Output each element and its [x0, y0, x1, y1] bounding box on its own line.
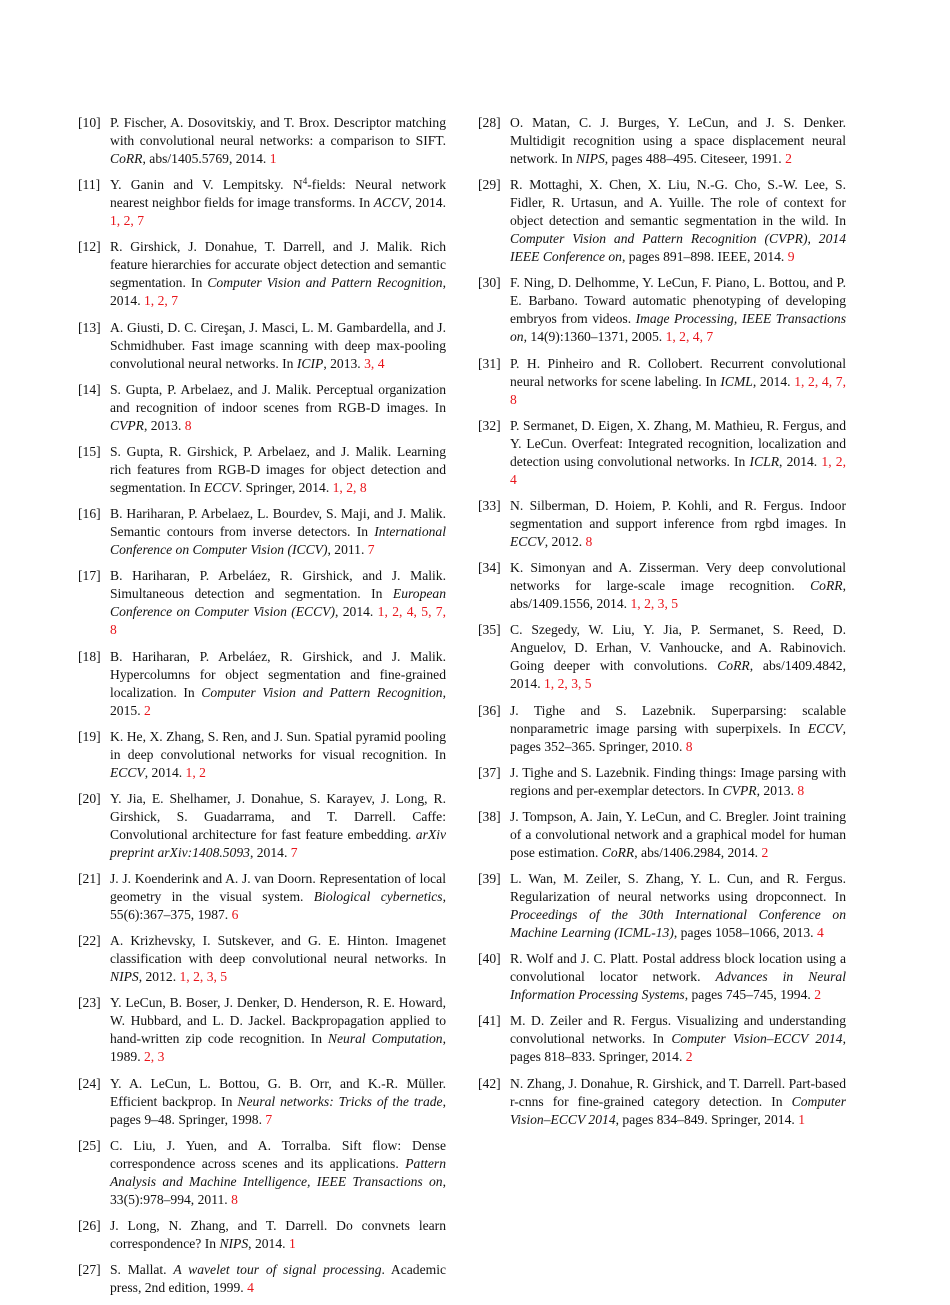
- back-reference-links[interactable]: 1, 2, 4, 7, 8: [510, 373, 846, 407]
- reference-entry: [78, 648, 446, 720]
- reference-entry: [78, 114, 446, 168]
- reference-text: N. Silberman, D. Hoiem, P. Kohli, and R. Fergus. Indoor segmentation and support inference from rgbd images. In ECCV, 2012.: [510, 497, 846, 549]
- reference-text: R. Wolf and J. C. Platt. Postal address block location using a convolutional locator network. Advances in Neural Information Processing Systems, pages 745–745, 1994.: [510, 951, 847, 1003]
- reference-entry: [478, 808, 846, 862]
- reference-text: S. Mallat. A wavelet tour of signal processing. Academic press, 2nd edition, 1999.: [110, 1262, 447, 1296]
- back-reference-links[interactable]: 1: [269, 151, 277, 166]
- reference-entry: [78, 870, 446, 924]
- reference-number: [20]: [78, 790, 101, 806]
- reference-text: A. Giusti, D. C. Cireşan, J. Masci, L. M. Gambardella, and J. Schmidhuber. Fast image scanning with deep max-pooling convolutional neural networks. In ICIP, 2013.: [110, 319, 446, 371]
- reference-text: L. Wan, M. Zeiler, S. Zhang, Y. L. Cun, and R. Fergus. Regularization of neural networks using dropconnect. In Proceedings of the 30th International Conference on Machine Learning (ICML-13), pages 1058–1066, 2013.: [510, 871, 846, 941]
- reference-number: [27]: [78, 1262, 101, 1278]
- reference-number: [26]: [78, 1218, 101, 1233]
- reference-number: [38]: [478, 808, 501, 824]
- back-reference-links[interactable]: 1, 2, 3, 5: [544, 676, 592, 692]
- reference-number: [34]: [478, 560, 501, 576]
- reference-entry: [478, 176, 846, 266]
- reference-entry: [78, 728, 446, 782]
- reference-text: J. Long, N. Zhang, and T. Darrell. Do convnets learn correspondence? In NIPS, 2014.: [110, 1218, 446, 1251]
- reference-number: [22]: [78, 933, 101, 949]
- reference-entry: [478, 417, 846, 489]
- back-reference-links[interactable]: 1, 2, 3, 5: [179, 969, 228, 985]
- reference-entry: [478, 559, 846, 613]
- reference-number: [35]: [478, 622, 501, 638]
- reference-number: [19]: [78, 728, 101, 744]
- back-reference-links[interactable]: 8: [797, 782, 805, 798]
- back-reference-links[interactable]: 2: [761, 844, 769, 860]
- references-left-column: [78, 114, 446, 1305]
- back-reference-links[interactable]: 2: [144, 702, 151, 718]
- reference-number: [23]: [78, 995, 101, 1011]
- reference-text: P. H. Pinheiro and R. Collobert. Recurrent convolutional neural networks for scene labeling. In ICML, 2014.: [510, 355, 846, 389]
- reference-number: [14]: [78, 381, 101, 397]
- reference-entry: [78, 1217, 446, 1253]
- reference-number: [10]: [78, 115, 101, 130]
- back-reference-links[interactable]: 7: [265, 1111, 273, 1127]
- back-reference-links[interactable]: 2, 3: [144, 1049, 165, 1065]
- reference-text: M. D. Zeiler and R. Fergus. Visualizing and understanding convolutional networks. In Computer Vision–ECCV 2014, pages 818–833. Springer, 2014.: [510, 1013, 846, 1065]
- reference-entry: [78, 1137, 446, 1209]
- reference-text: C. Liu, J. Yuen, and A. Torralba. Sift flow: Dense correspondence across scenes and its applications. Pattern Analysis and Machine Intelligence, IEEE Transactions on, 33(5):978–994, 2011.: [110, 1137, 446, 1207]
- reference-entry: [478, 950, 846, 1004]
- back-reference-links[interactable]: 3, 4: [364, 355, 385, 371]
- reference-number: [37]: [478, 764, 501, 780]
- reference-entry: [478, 870, 846, 942]
- reference-text: K. He, X. Zhang, S. Ren, and J. Sun. Spatial pyramid pooling in deep convolutional networks for visual recognition. In ECCV, 2014.: [110, 728, 446, 780]
- references-right-column: [478, 114, 846, 1137]
- reference-entry: [78, 1261, 446, 1297]
- reference-number: [42]: [478, 1075, 501, 1091]
- reference-text: J. J. Koenderink and A. J. van Doorn. Representation of local geometry in the visual system. Biological cybernetics, 55(6):367–375, 1987.: [110, 871, 447, 923]
- reference-text: C. Szegedy, W. Liu, Y. Jia, P. Sermanet, S. Reed, D. Anguelov, D. Erhan, V. Vanhoucke, and A. Rabinovich. Going deeper with convolutions. CoRR, abs/1409.4842, 2014.: [510, 622, 846, 692]
- reference-text: Y. Jia, E. Shelhamer, J. Donahue, S. Karayev, J. Long, R. Girshick, S. Guadarrama, and T. Darrell. Caffe: Convolutional architecture for fast feature embedding. arXiv preprint arXiv:1408.5093, 2014.: [110, 790, 446, 860]
- reference-text: B. Hariharan, P. Arbeláez, R. Girshick, and J. Malik. Hypercolumns for object segmentation and fine-grained localization. In Computer Vision and Pattern Recognition, 2015.: [110, 648, 446, 718]
- reference-text: Y. A. LeCun, L. Bottou, G. B. Orr, and K.-R. Müller. Efficient backprop. In Neural networks: Tricks of the trade, pages 9–48. Springer, 1998.: [110, 1075, 446, 1127]
- reference-text: J. Tompson, A. Jain, Y. LeCun, and C. Bregler. Joint training of a convolutional network and a graphical model for human pose estimation. CoRR, abs/1406.2984, 2014.: [510, 808, 846, 860]
- reference-entry: [78, 238, 446, 310]
- reference-entry: [78, 381, 446, 435]
- back-reference-links[interactable]: 2: [785, 151, 792, 166]
- back-reference-links[interactable]: 8: [585, 533, 593, 549]
- reference-number: [11]: [78, 177, 101, 193]
- reference-number: [12]: [78, 239, 101, 255]
- back-reference-links[interactable]: 1, 2, 4, 5, 7, 8: [110, 604, 446, 638]
- back-reference-links[interactable]: 2: [685, 1049, 693, 1065]
- reference-number: [40]: [478, 951, 501, 967]
- reference-entry: [78, 319, 446, 373]
- reference-entry: [78, 505, 446, 559]
- reference-number: [33]: [478, 497, 501, 513]
- back-reference-links[interactable]: 9: [787, 249, 795, 265]
- reference-entry: [478, 355, 846, 409]
- reference-number: [28]: [478, 115, 501, 130]
- reference-number: [18]: [78, 648, 101, 664]
- reference-entry: [78, 443, 446, 497]
- reference-number: [30]: [478, 275, 501, 291]
- back-reference-links[interactable]: 1, 2, 3, 5: [630, 596, 679, 612]
- reference-number: [32]: [478, 417, 501, 433]
- reference-number: [13]: [78, 319, 101, 335]
- reference-entry: [78, 567, 446, 639]
- back-reference-links[interactable]: 1: [798, 1111, 806, 1127]
- reference-text: Y. LeCun, B. Boser, J. Denker, D. Henderson, R. E. Howard, W. Hubbard, and L. D. Jackel. Backpropagation applied to hand-written zip code recognition. In Neural Computation, 1989.: [110, 995, 446, 1065]
- back-reference-links[interactable]: 8: [685, 738, 693, 754]
- reference-text: A. Krizhevsky, I. Sutskever, and G. E. Hinton. Imagenet classification with deep convolutional neural networks. In NIPS, 2012.: [110, 933, 446, 985]
- reference-entry: [478, 1012, 846, 1066]
- reference-entry: [478, 497, 846, 551]
- reference-entry: [478, 114, 846, 168]
- reference-entry: [78, 1075, 446, 1129]
- reference-number: [39]: [478, 871, 501, 887]
- reference-number: [25]: [78, 1137, 101, 1153]
- reference-text: R. Mottaghi, X. Chen, X. Liu, N.-G. Cho, S.-W. Lee, S. Fidler, R. Urtasun, and A. Yuille. The role of context for object detection and semantic segmentation in the wild. In Computer Vision and Pattern Recognition (CVPR), 2014 IEEE Conference on, pages 891–898. IEEE, 2014.: [510, 177, 846, 265]
- reference-text: F. Ning, D. Delhomme, Y. LeCun, F. Piano, L. Bottou, and P. E. Barbano. Toward automatic phenotyping of developing embryos from videos. Image Processing, IEEE Transactions on, 14(9):1360–1371, 2005.: [510, 275, 846, 345]
- reference-entry: [478, 274, 846, 346]
- reference-text: B. Hariharan, P. Arbeláez, R. Girshick, and J. Malik. Simultaneous detection and segmentation. In European Conference on Computer Vision (ECCV), 2014.: [110, 568, 446, 620]
- reference-number: [16]: [78, 506, 101, 522]
- reference-text: K. Simonyan and A. Zisserman. Very deep convolutional networks for large-scale image recognition. CoRR, abs/1409.1556, 2014.: [510, 560, 846, 612]
- reference-text: R. Girshick, J. Donahue, T. Darrell, and J. Malik. Rich feature hierarchies for accurate object detection and semantic segmentation. In Computer Vision and Pattern Recognition, 2014.: [110, 239, 446, 309]
- reference-entry: [478, 702, 846, 756]
- back-reference-links[interactable]: 4: [816, 925, 824, 941]
- reference-number: [24]: [78, 1075, 101, 1091]
- back-reference-links[interactable]: 1, 2, 7: [110, 213, 144, 229]
- reference-number: [41]: [478, 1013, 501, 1029]
- reference-number: [15]: [78, 443, 101, 459]
- reference-text: O. Matan, C. J. Burges, Y. LeCun, and J. S. Denker. Multidigit recognition using a space displacement neural network. In NIPS, pages 488–495. Citeseer, 1991.: [510, 115, 846, 166]
- reference-text: Y. Ganin and V. Lempitsky. $N^4$-fields: Neural network nearest neighbor fields for image transforms. In ACCV, 2014.: [110, 176, 446, 211]
- reference-entry: [78, 790, 446, 862]
- reference-text: P. Sermanet, D. Eigen, X. Zhang, M. Mathieu, R. Fergus, and Y. LeCun. Overfeat: Integrated recognition, localization and detection using convolutional networks. In ICLR, 2014.: [510, 417, 846, 469]
- back-reference-links[interactable]: 8: [184, 417, 192, 433]
- reference-text: B. Hariharan, P. Arbelaez, L. Bourdev, S. Maji, and J. Malik. Semantic contours from inverse detectors. In International Conference on Computer Vision (ICCV), 2011.: [110, 506, 446, 558]
- back-reference-links[interactable]: 1, 2, 4: [510, 453, 846, 487]
- back-reference-links[interactable]: 4: [247, 1280, 254, 1296]
- reference-number: [17]: [78, 568, 101, 584]
- back-reference-links[interactable]: 1: [288, 1236, 296, 1251]
- back-reference-links[interactable]: 6: [231, 907, 239, 923]
- reference-entry: [478, 764, 846, 800]
- back-reference-links[interactable]: 7: [367, 542, 375, 558]
- reference-entry: [78, 932, 446, 986]
- reference-entry: [478, 621, 846, 693]
- back-reference-links[interactable]: 1, 2, 8: [332, 479, 367, 495]
- reference-number: [21]: [78, 871, 101, 887]
- reference-text: N. Zhang, J. Donahue, R. Girshick, and T. Darrell. Part-based r-cnns for fine-grained category detection. In Computer Vision–ECCV 2014, pages 834–849. Springer, 2014.: [510, 1075, 846, 1127]
- reference-text: S. Gupta, R. Girshick, P. Arbelaez, and J. Malik. Learning rich features from RGB-D images for object detection and segmentation. In ECCV. Springer, 2014.: [110, 443, 446, 495]
- reference-text: S. Gupta, P. Arbelaez, and J. Malik. Perceptual organization and recognition of indoor scenes from RGB-D images. In CVPR, 2013.: [110, 381, 446, 433]
- reference-number: [31]: [478, 355, 501, 371]
- reference-entry: [478, 1075, 846, 1129]
- reference-entry: [78, 994, 446, 1066]
- back-reference-links[interactable]: 8: [231, 1191, 238, 1207]
- back-reference-links[interactable]: 1, 2, 4, 7: [665, 329, 714, 345]
- reference-text: P. Fischer, A. Dosovitskiy, and T. Brox. Descriptor matching with convolutional neural networks: a comparison to SIFT. CoRR, abs/1405.5769, 2014.: [110, 115, 446, 166]
- reference-text: J. Tighe and S. Lazebnik. Superparsing: scalable nonparametric image parsing with superpixels. In ECCV, pages 352–365. Springer, 2010.: [510, 702, 846, 754]
- back-reference-links[interactable]: 1, 2, 7: [144, 293, 178, 309]
- reference-number: [29]: [478, 177, 501, 193]
- reference-entry: [78, 176, 446, 230]
- back-reference-links[interactable]: 1, 2: [185, 764, 206, 780]
- reference-text: J. Tighe and S. Lazebnik. Finding things: Image parsing with regions and per-exemplar detectors. In CVPR, 2013.: [510, 764, 846, 798]
- reference-number: [36]: [478, 702, 501, 718]
- back-reference-links[interactable]: 2: [814, 987, 821, 1003]
- back-reference-links[interactable]: 7: [290, 844, 298, 860]
